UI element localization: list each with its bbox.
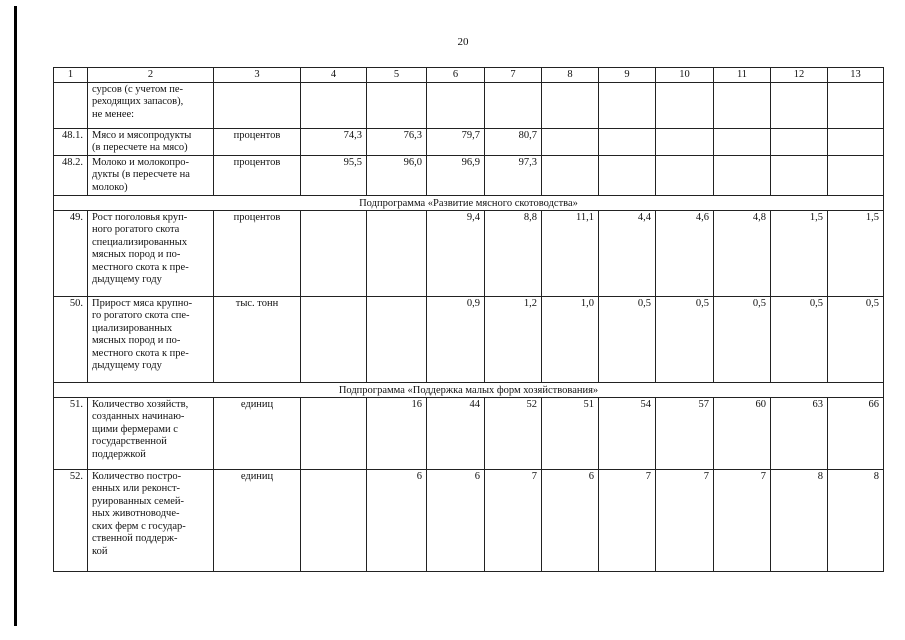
value-cell: 54 <box>599 397 656 469</box>
value-cell <box>301 296 367 382</box>
value-cell: 51 <box>542 397 599 469</box>
header-cell: 7 <box>485 68 542 83</box>
row-number: 49. <box>54 210 88 296</box>
subprogram-title: Подпрограмма «Развитие мясного скотоводства» <box>54 195 884 210</box>
header-cell: 4 <box>301 68 367 83</box>
value-cell: 8,8 <box>485 210 542 296</box>
value-cell <box>542 128 599 155</box>
value-cell: 7 <box>714 469 771 571</box>
table-row <box>54 82 884 128</box>
value-cell <box>828 155 884 195</box>
value-cell: 4,8 <box>714 210 771 296</box>
value-cell: 1,5 <box>828 210 884 296</box>
row-number: 48.1. <box>54 128 88 155</box>
value-cell <box>301 469 367 571</box>
row-number: 48.2. <box>54 155 88 195</box>
header-cell: 2 <box>88 68 214 83</box>
value-cell: 63 <box>771 397 828 469</box>
value-cell <box>599 82 656 128</box>
header-cell: 3 <box>214 68 301 83</box>
header-cell: 8 <box>542 68 599 83</box>
header-cell: 11 <box>714 68 771 83</box>
header-cell: 13 <box>828 68 884 83</box>
subprogram-row <box>54 195 884 210</box>
indicator-name: Молоко и молокопро- дукты (в пересчете на молоко) <box>88 155 214 195</box>
table-row <box>54 469 884 571</box>
value-cell: 6 <box>427 469 485 571</box>
unit-cell: процентов <box>214 210 301 296</box>
value-cell: 7 <box>599 469 656 571</box>
value-cell <box>714 128 771 155</box>
value-cell <box>771 155 828 195</box>
indicator-name: Рост поголовья круп- ного рогатого скота специализированных мясных пород и по- местного скота к пре- дыдущему году <box>88 210 214 296</box>
value-cell <box>599 128 656 155</box>
value-cell: 60 <box>714 397 771 469</box>
value-cell: 1,0 <box>542 296 599 382</box>
value-cell: 9,4 <box>427 210 485 296</box>
table-row <box>54 210 884 296</box>
unit-cell: тыс. тонн <box>214 296 301 382</box>
header-cell: 10 <box>656 68 714 83</box>
page-edge-bar <box>14 6 17 626</box>
value-cell <box>542 155 599 195</box>
value-cell <box>301 210 367 296</box>
indicator-name: Мясо и мясопродукты (в пересчете на мясо) <box>88 128 214 155</box>
value-cell <box>301 397 367 469</box>
value-cell <box>656 128 714 155</box>
value-cell: 96,9 <box>427 155 485 195</box>
value-cell <box>599 155 656 195</box>
value-cell: 95,5 <box>301 155 367 195</box>
unit-cell: единиц <box>214 397 301 469</box>
value-cell: 16 <box>367 397 427 469</box>
value-cell: 8 <box>771 469 828 571</box>
value-cell <box>714 82 771 128</box>
row-number <box>54 82 88 128</box>
value-cell: 1,5 <box>771 210 828 296</box>
indicator-name: Прирост мяса крупно- го рогатого скота спе- циализированных мясных пород и по- местного скота к пре- дыдущему году <box>88 296 214 382</box>
value-cell: 4,6 <box>656 210 714 296</box>
value-cell: 74,3 <box>301 128 367 155</box>
value-cell: 0,5 <box>771 296 828 382</box>
page-number: 20 <box>457 36 469 48</box>
value-cell: 57 <box>656 397 714 469</box>
value-cell: 0,5 <box>599 296 656 382</box>
value-cell: 66 <box>828 397 884 469</box>
value-cell <box>656 155 714 195</box>
value-cell: 0,5 <box>828 296 884 382</box>
indicators-table <box>53 67 884 572</box>
value-cell: 0,5 <box>714 296 771 382</box>
value-cell: 97,3 <box>485 155 542 195</box>
subprogram-row <box>54 382 884 397</box>
value-cell: 76,3 <box>367 128 427 155</box>
row-number: 50. <box>54 296 88 382</box>
value-cell <box>367 82 427 128</box>
value-cell: 44 <box>427 397 485 469</box>
row-number: 52. <box>54 469 88 571</box>
value-cell: 1,2 <box>485 296 542 382</box>
table-row <box>54 155 884 195</box>
value-cell <box>542 82 599 128</box>
value-cell <box>367 210 427 296</box>
row-number: 51. <box>54 397 88 469</box>
unit-cell: процентов <box>214 128 301 155</box>
value-cell: 52 <box>485 397 542 469</box>
header-cell: 1 <box>54 68 88 83</box>
unit-cell: процентов <box>214 155 301 195</box>
value-cell: 6 <box>542 469 599 571</box>
indicator-name: Количество хозяйств, созданных начинаю- щими фермерами с государственной поддержкой <box>88 397 214 469</box>
header-row <box>54 68 884 83</box>
value-cell <box>771 82 828 128</box>
value-cell: 11,1 <box>542 210 599 296</box>
value-cell <box>656 82 714 128</box>
indicator-name: сурсов (с учетом пе- реходящих запасов), не менее: <box>88 82 214 128</box>
table-row <box>54 128 884 155</box>
value-cell <box>828 128 884 155</box>
value-cell <box>714 155 771 195</box>
value-cell: 0,5 <box>656 296 714 382</box>
header-cell: 6 <box>427 68 485 83</box>
value-cell: 7 <box>656 469 714 571</box>
value-cell: 6 <box>367 469 427 571</box>
value-cell: 79,7 <box>427 128 485 155</box>
value-cell: 7 <box>485 469 542 571</box>
table-row <box>54 397 884 469</box>
indicator-name: Количество постро- енных или реконст- руированных семей- ных животноводче- ских ферм с государ- ственной поддерж- кой <box>88 469 214 571</box>
value-cell <box>301 82 367 128</box>
table-row <box>54 296 884 382</box>
value-cell: 0,9 <box>427 296 485 382</box>
value-cell: 96,0 <box>367 155 427 195</box>
value-cell <box>771 128 828 155</box>
header-cell: 12 <box>771 68 828 83</box>
unit-cell: единиц <box>214 469 301 571</box>
value-cell: 8 <box>828 469 884 571</box>
header-cell: 5 <box>367 68 427 83</box>
value-cell <box>427 82 485 128</box>
unit-cell <box>214 82 301 128</box>
header-cell: 9 <box>599 68 656 83</box>
value-cell: 4,4 <box>599 210 656 296</box>
value-cell <box>828 82 884 128</box>
subprogram-title: Подпрограмма «Поддержка малых форм хозяйствования» <box>54 382 884 397</box>
value-cell <box>367 296 427 382</box>
value-cell: 80,7 <box>485 128 542 155</box>
value-cell <box>485 82 542 128</box>
